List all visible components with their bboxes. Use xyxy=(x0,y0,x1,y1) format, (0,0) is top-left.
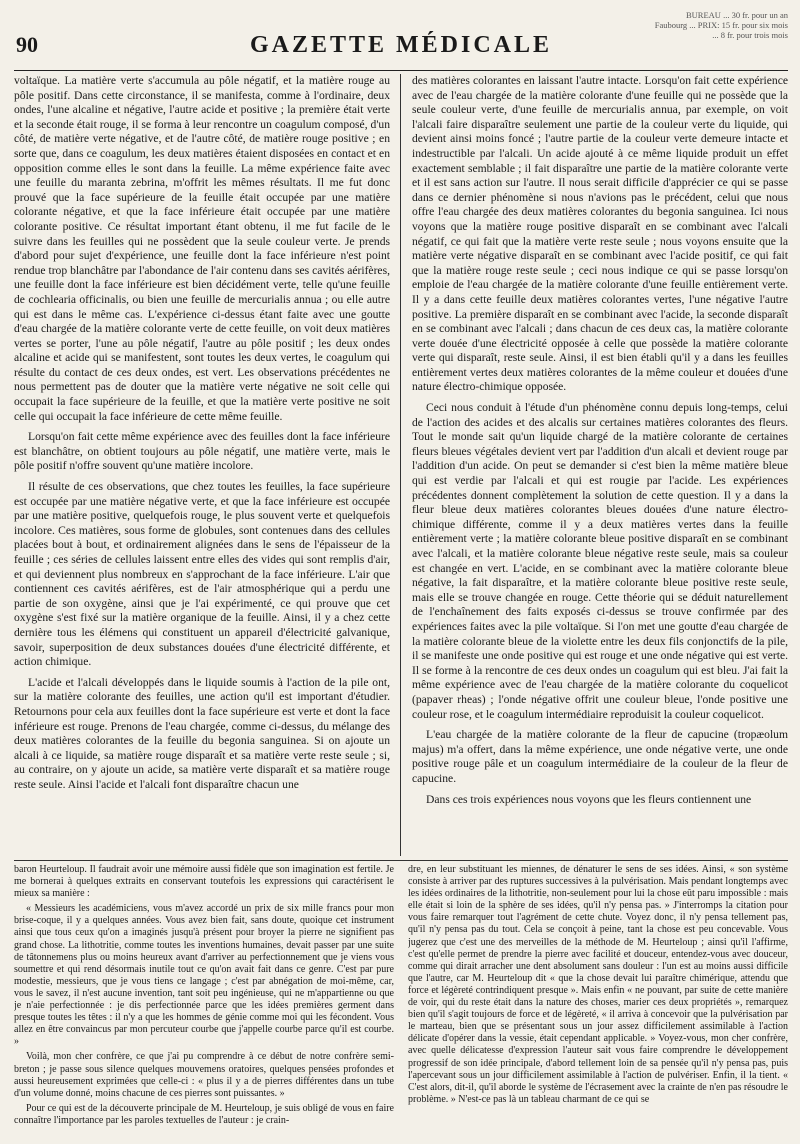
gazette-title: GAZETTE MÉDICALE xyxy=(249,32,553,58)
article-paragraph: Dans ces trois expériences nous voyons que les fleurs contiennent une xyxy=(426,792,752,806)
column-divider xyxy=(400,74,401,856)
feuilleton-column-right xyxy=(408,864,788,1136)
article-paragraph: Lorsqu'on fait cette même expérience avec des feuilles dont la face inférieure est blanchâtre, on obtient toujours au pôle négatif, une matière verte, mais le pôle positif n'offre souvent qu'une matière incolore. xyxy=(14,430,390,473)
newspaper-page xyxy=(14,10,788,1136)
feuilleton-column-left xyxy=(14,864,394,1136)
article-paragraph: Il résulte de ces observations, que chez toutes les feuilles, la face supérieure est occupée par une matière négative verte, et que la face inférieure est occupée par une matière positive, quelquefois rouge, le plus souvent verte et quelquefois incolore. Ces matières, sous forme de globules, sont contenues dans des cellules placées bout à bout, et ordinairement alignées dans le sens de l'épaisseur de la feuille ; ces séries de cellules laissent entre elles des vides qui sont remplis d'air, et qui deviennent plus nombreux en s'approchant de la face inférieure. L'air que contiennent ces cavités aérifères, est de l'air atmosphérique qui a perdu une partie de son oxygène, ainsi que je l'ai expérimenté, ce qui prouve que cet oxygène s'est fixé sur la matière organique de la feuille. Ainsi, il y a chez cette dernière tous les élémens qui constituent un appareil d'électricité galvanique, savoir, superposition de deux substances douées d'une électricité différente, et action chimique. xyxy=(14,480,390,669)
feuilleton-paragraph: « Messieurs les académiciens, vous m'avez accordé un prix de six mille francs pour mon brise-coque, il y a quelques années. Vous avez bien fait, sans doute, quoique cet instrument ainsi que tous ceux qu'on a imaginés jusqu'à présent pour broyer la pierre ne signifient pas grand chose. La lithotritie, comme toutes les inventions humaines, devait passer par une suite de tâtonnemens plus ou moins heureux avant d'arriver au perfectionnement que je viens vous soumettre et qui rend désormais inutile tout ce qu'on avait fait dans ce genre. C'est par pure modestie, messieurs, que je vous tiens ce langage ; c'est par abnégation de moi-même, car, vous le savez, il n'est aucune invention, tant soit peu ingénieuse, qui ne m'appartienne ou que je n'aie perfectionnée : je dis perfectionnée parce que les idées premières germent dans presque toutes les têtes : il n'y a que les hommes de génie comme moi qui les fécondent. Vous allez en être convaincus par mon percuteur courbe que j'appelle courbe parce qu'il est courbe. » xyxy=(14,903,394,1048)
feuilleton-paragraph: Pour ce qui est de la découverte principale de M. Heurteloup, je suis obligé de vous en faire connaître l'importance par les paroles textuelles de l'auteur : je crain- xyxy=(14,1102,394,1126)
feuilleton-paragraph: Voilà, mon cher confrère, ce que j'ai pu comprendre à ce début de notre confrère semi-breton ; je passe sous silence quelques mouvemens oratoires, quelques pensées profondes et aussi heureusement exprimées que celle-ci : « plus il y a de pierres différentes dans un tube d'un volume donné, moins chacune de ces pierres sont puissantes. » xyxy=(14,1051,394,1099)
subscription-note-line: ... 8 fr. pour trois mois xyxy=(712,30,788,40)
article-column-left xyxy=(14,74,390,856)
page-number: 90 xyxy=(16,32,38,57)
article-paragraph: voltaïque. La matière verte s'accumula au pôle négatif, et la matière rouge au pôle positif. Dans cette circonstance, il se manifesta, comme à l'ordinaire, deux ondes, l'une alcaline et négative, l'autre acide et positive ; la première était verte et la seconde était rouge, il se forma à leur rencontre un coagulum composé, d'un côté, de matière verte négative, et de l'autre côté, de matière rouge positive ; en sorte que, dans ce coagulum, les deux matières étaient disposées en contact et en opposition comme elles le sont dans la feuille. La même expérience faite avec une feuille du maranta zebrina, m'offrit les mêmes résultats. Il me fut donc prouvé que la face supérieure de la feuille était occupée par une matière colorante négative, et que la face inférieure était occupée par une matière colorante positive. Ce résultat important étant obtenu, il me fut facile de le suivre dans les feuilles qui ne possèdent que la seule couleur verte. Je prends d'abord pour sujet d'expérience, une feuille dont la face inférieure n'est point rendue trop blanchâtre par l'abondance de l'air contenu dans ses cavités aérifères, une feuille dont la face inférieure est bien décidément verte, telle qu'une feuille de cochlearia officinalis, ou bien une feuille de mercurialis annua ; ou elle autre qui est dans le même cas. L'expérience ci-dessus étant faite avec une goutte d'eau chargée de la matière colorante verte de cette feuille, on voit deux matières vertes se porter, l'une au pôle négatif, l'autre au pôle positif ; les deux ondes alcaline et acide qui se manifestent, sont toutes les deux vertes, le coagulum qui résulte du contact de ces deux ondes, est vert. Les observations précédentes ne nous permettent pas de douter que la matière verte négative ne soit celle qui occupait la face supérieure de la feuille, et que la matière verte positive ne soit celle qui occupait la face inférieure de cette même feuille. xyxy=(14,74,390,423)
feuilleton-rule xyxy=(14,860,788,861)
article-body xyxy=(14,74,788,856)
article-column-right xyxy=(412,74,788,856)
header-rule xyxy=(14,70,788,71)
feuilleton-paragraph: baron Heurteloup. Il faudrait avoir une mémoire aussi fidèle que son imagination est fertile. Je me bornerai à quelques extraits en conservant toutefois les expressions qui caractérisent le mieux sa manière : xyxy=(14,864,394,900)
article-paragraph: Ceci nous conduit à l'étude d'un phénomène connu depuis long-temps, celui de l'action des acides et des alcalis sur certaines matières colorantes des fleurs. Tout le monde sait qu'un liquide chargé de la matière colorante de certaines fleurs bleues végétales devient vert par l'addition d'un alcali et devient rouge par l'addition d'un acide. On peut se demander si c'est bien la même matière bleue qui est verdie par l'alcali et qui est rougie par l'acide. Les expériences précédentes donnent complètement la solution de cette question. Il y a dans la fleur bleue deux matières colorantes bleues douées d'une nature électro-chimique différente, comme il y a deux matières vertes dans la feuille entièrement verte ; la matière colorante bleue positive disparaît en se combinant avec l'alcali, et la matière colorante bleue négative reste seule, mais sa couleur est changée en vert. L'acide, en se combinant avec la matière colorante bleue négative, la fait disparaître, et la matière colorante bleue positive reste seule, mais elle se trouve changée en rouge. Cette théorie qui se déduit naturellement de l'enchaînement des faits exposés ci-dessus se trouve confirmée par des expériences faites avec la pile voltaïque. Si l'on met une goutte d'eau chargée de la matière colorante bleue de la violette entre les deux fils conjonctifs de la pile, il se manifeste une onde positive qui est rouge et une onde négative qui est verte. Il se forme à la rencontre de ces deux ondes un coagulum qui est bleu. J'ai fait la même expérience avec de l'eau chargée de la matière colorante du coquelicot (papaver rheas) ; l'onde négative offrit une couleur bleue, l'onde positive une couleur rose, et le coagulum intermédiaire reproduisit la couleur coquelicot. xyxy=(412,401,788,721)
feuilleton-paragraph: dre, en leur substituant les miennes, de dénaturer le sens de ses idées. Ainsi, « son système consiste à arriver par des ruptures successives à la pulvérisation. Mais pendant longtemps avec les idées ordinaires de la lithotritie, non-seulement pour lui la chose eût paru impossible : mais elle était si loin de la sphère de ses idées, qu'il n'y pensa pas. » J'interromps la citation pour vous faire remarquer tout l'agrément de cette chute. Voyez donc, il n'y pensa tellement pas, qu'il n'y pensa pas du tout. Cela se conçoit à peine, tant la chose est peu concevable. Vous jugerez que c'est une des merveilles de la méthode de M. Heurteloup ; ainsi qu'il l'affirme, c'est qu'elle permet de prendre la pierre avec facilité et douceur, entendez-vous avec douceur, comme qui dirait arracher une dent absolument sans douleur : l'un est au moins aussi difficile que l'autre, car M. Heurteloup dit « que la chose devait lui paraître chimérique, attendu que force et légèreté contrindiquent presque ». Mais enfin « ne pouvant, par suite de cette manière de voir, qui du reste était dans la nature des choses, marier ces deux propriétés », remarquez bien qu'il s'agit toujours de force et de légèreté, « il arriva à concevoir que la pulvérisation par le marteau, bien que se présentant sous un jour assez difficilement assimilable à l'action délicate d'opérer dans la vessie, était cependant applicable. » Voyez-vous, mon cher confrère, avec quelle délicatesse d'expression l'auteur sait vous faire comprendre le développement progressif de son idée principale, d'abord tellement loin de sa pensée qu'il n'y pensa pas, puis l'apercevant sous un jour difficilement assimilable à l'action de pulvériser. Enfin, il la tient. « C'est alors, dit-il, qu'il aborde le système de l'écrasement avec la crainte de n'en pas résoudre le problème. » N'est-ce pas là un tableau charmant de ce qui se xyxy=(408,864,788,1105)
article-paragraph: des matières colorantes en laissant l'autre intacte. Lorsqu'on fait cette expérience avec de l'eau chargée de la matière colorante d'une feuille qui ne possède que la seule couleur verte, d'une feuille de mercurialis annua, par exemple, on voit l'alcali faire disparaître seulement une partie de la couleur verte du liquide, qui devient ainsi moins foncé ; l'autre partie de la couleur verte demeure intacte et indestructible par l'alcali. Un acide ajouté à ce même liquide produit un effet exactement semblable ; il fait disparaître une partie de la matière colorante verte et il est sans action sur l'autre. Il nous serait difficile d'apprécier ce qui se passe dans ce dernier phénomène si nous n'avions pas le précédent, celui que nous offre l'eau chargée des deux matières colorantes du begonia sanguinea. Ici nous voyons que la matière rouge positive disparaît en se combinant avec l'alcali négatif, ce qui fait que la matière verte reste seule ; nous voyons ensuite que la matière verte négative disparaît en se combinant avec l'acide positif, ce qui fait que la matière rouge reste seule ; ceci nous indique ce qui se passe lorsqu'on emploie de l'eau chargée de la matière colorante d'une feuille entièrement verte. Il y a dans cette feuille deux matières colorantes vertes, l'une négative l'autre positive. La première disparaît en se combinant avec l'acide, la seconde disparaît en se combinant avec l'alcali ; dans chacun de ces deux cas, la matière colorante verte douée d'une électricité opposée à celle que possède la matière colorante verte qui disparaît, reste seule. Ainsi, il est bien établi qu'il y a dans les feuilles entièrement vertes deux matières colorantes de la même couleur et douées d'une nature électro-chimique opposée. xyxy=(412,74,788,394)
subscription-note-line: Faubourg ... PRIX: 15 fr. pour six mois xyxy=(654,20,788,30)
subscription-notes xyxy=(558,10,788,40)
article-paragraph: L'acide et l'alcali développés dans le liquide soumis à l'action de la pile ont, sur la matière colorante des feuilles, une action qu'il est important d'étudier. Retournons pour cela aux feuilles dont la face supérieure est verte et dont la face inférieure est rouge. Prenons de l'eau chargée, comme ci-dessus, du mélange des deux matières colorantes de la feuille du begonia sanguinea. Si on ajoute un alcali à ce liquide, sa matière rouge disparaît et sa matière verte reste seule ; si, au contraire, on y ajoute un acide, sa matière verte disparaît et sa matière rouge reste seule. Ainsi l'acide et l'alcali font disparaître chacun une xyxy=(14,675,390,791)
masthead xyxy=(14,10,788,60)
feuilleton-section xyxy=(14,864,788,1136)
article-paragraph: L'eau chargée de la matière colorante de la fleur de capucine (tropæolum majus) m'a offert, dans la même expérience, une onde négative verte, une onde positive rouge pâle et un coagulum intermédiaire de la couleur de la fleur de capucine. xyxy=(412,728,788,785)
subscription-note-line: BUREAU ... 30 fr. pour un an xyxy=(686,10,788,20)
